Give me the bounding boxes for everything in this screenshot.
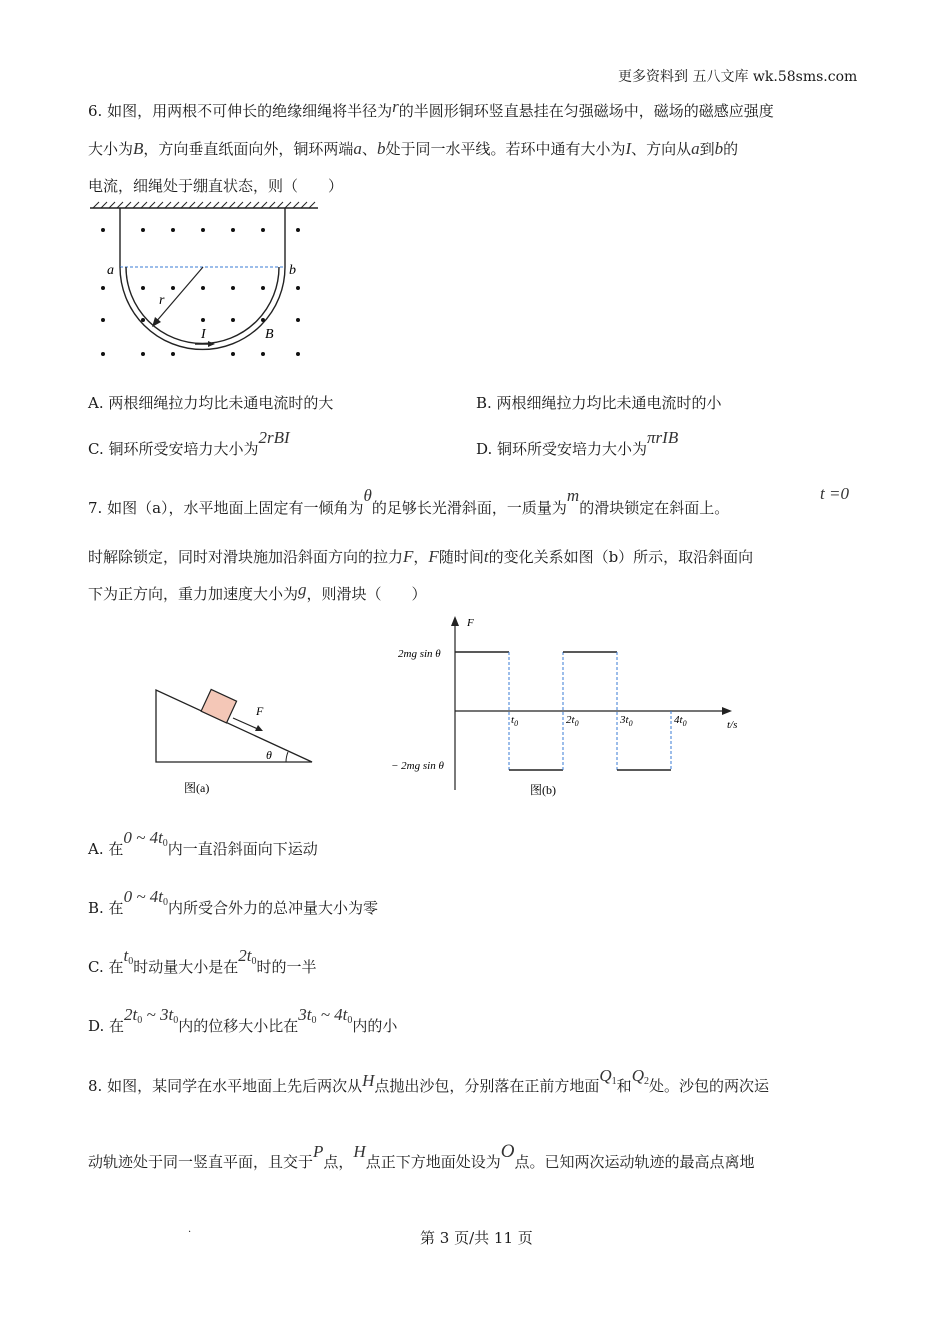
caption-b: 图(b) [530, 783, 556, 797]
symbol-B: B [133, 139, 144, 158]
q6-text: 的 [723, 140, 739, 158]
q8-text: 点， [323, 1153, 354, 1171]
formula-2t0 [238, 946, 256, 965]
x-axis-arrow [722, 707, 732, 715]
y-axis-label: F [467, 617, 474, 629]
q7-line-2 [88, 546, 753, 567]
label-I: I [201, 327, 206, 342]
figure-b-force-time-graph [380, 610, 770, 800]
q8-text: 和 [616, 1077, 632, 1095]
symbol-theta: θ [363, 486, 372, 505]
subscript: 0 [162, 897, 168, 908]
option-text: 内的位移大小比在 [178, 1017, 299, 1035]
q7-text: 的足够长光滑斜面，一质量为 [371, 499, 567, 517]
label-theta: θ [266, 748, 272, 762]
q8-text: 动轨迹处于同一竖直平面，且交于 [88, 1153, 314, 1171]
x-axis-label: t/s [727, 719, 738, 731]
symbol-Q1 [599, 1066, 616, 1085]
tick-text: t [511, 714, 515, 726]
formula-0-4t0 [124, 887, 168, 906]
q6-option-c [88, 428, 290, 459]
subscript: 0 [162, 838, 168, 849]
label-F: F [256, 704, 264, 718]
option-text: 内所受合外力的总冲量大小为零 [167, 899, 378, 917]
q6-line-2 [88, 138, 738, 159]
q8-line-2 [88, 1141, 755, 1173]
q6-line-3: 电流，细绳处于绷直状态，则（ ） [88, 177, 344, 195]
q6-text: 、 [361, 140, 377, 158]
tick-text: 2t [566, 714, 575, 726]
option-text: C. 铜环所受安培力大小为 [88, 440, 259, 458]
q8-line-1 [88, 1066, 769, 1097]
q7-text: 的变化关系如图（b）所示，取沿斜面向 [488, 548, 754, 566]
caption-a: 图(a) [184, 781, 210, 795]
q7-option-b [88, 887, 378, 919]
positive-value-label: 2mg sin θ [398, 648, 441, 660]
symbol-m: m [566, 486, 580, 505]
subscript: 0 [251, 956, 257, 967]
slider-block [201, 689, 236, 723]
footer-dot: . [188, 1224, 192, 1235]
q7-option-a [88, 828, 318, 860]
symbol-O: O [500, 1141, 515, 1162]
option-text: C. 在 [88, 958, 124, 976]
symbol-b: b [714, 139, 724, 158]
symbol-text: Q [599, 1066, 612, 1085]
tick-sub: 0 [682, 719, 687, 728]
ceiling-hatching [93, 202, 315, 208]
formula-text: ~ 4t [316, 1005, 348, 1024]
label-a: a [107, 263, 114, 278]
q7-text: 时解除锁定，同时对滑块施加沿斜面方向的拉力 [88, 548, 404, 566]
q6-text: ，方向垂直纸面向外，铜环两端 [143, 140, 354, 158]
q6-text: 大小为 [88, 140, 134, 158]
q8-text: 8. 如图，某同学在水平地面上先后两次从 [88, 1077, 363, 1095]
q8-text: 点抛出沙包，分别落在正前方地面 [374, 1077, 600, 1095]
tick-t0 [511, 714, 518, 728]
label-r: r [159, 293, 165, 308]
q7-text: 下为正方向，重力加速度大小为 [88, 585, 299, 603]
force-arrow-line [233, 718, 260, 730]
q7-text: ，则滑块（ ） [306, 585, 427, 603]
q6-option-b: B. 两根细绳拉力均比未通电流时的小 [476, 394, 722, 412]
tick-2t0 [566, 714, 579, 728]
q6-line-1 [88, 97, 774, 121]
q6-option-a: A. 两根细绳拉力均比未通电流时的大 [88, 394, 334, 412]
symbol-g: g [298, 580, 307, 599]
q7-line-3 [88, 580, 427, 604]
symbol-t: t [483, 547, 489, 566]
symbol-Q2 [632, 1066, 649, 1085]
formula-3t0-4t0 [298, 1005, 352, 1024]
q8-text: 点正下方地面处设为 [365, 1153, 501, 1171]
q8-text: 点。已知两次运动轨迹的最高点离地 [514, 1153, 755, 1171]
formula-pirIB: πrIB [647, 428, 679, 447]
q7-text: 随时间 [438, 548, 484, 566]
option-text: D. 铜环所受安培力大小为 [476, 440, 648, 458]
formula-text: ~ 3t [142, 1005, 174, 1024]
q7-text: ， [413, 548, 429, 566]
page-number: 第 3 页/共 11 页 [420, 1229, 533, 1247]
formula-text: 2t [124, 1005, 138, 1024]
source-watermark: 更多资料到 五八文库 wk.58sms.com [618, 69, 858, 85]
radius-arrow-head [152, 317, 161, 327]
angle-arc [286, 752, 288, 762]
symbol-I: I [625, 139, 632, 158]
label-b: b [289, 263, 296, 278]
q6-option-d [476, 428, 679, 459]
formula-text: 2t [238, 946, 252, 965]
formula-2rBI: 2rBI [258, 428, 290, 447]
symbol-F: F [403, 547, 414, 566]
q6-text: 6. 如图，用两根不可伸长的绝缘细绳将半径为 [88, 102, 393, 120]
subscript: 2 [643, 1076, 649, 1087]
subscript: 0 [128, 956, 134, 967]
subscript: 0 [173, 1015, 179, 1026]
subscript: 0 [137, 1015, 143, 1026]
q8-text: 处。沙包的两次运 [648, 1077, 769, 1095]
option-text: 时动量大小是在 [133, 958, 239, 976]
tick-sub: 0 [514, 719, 519, 728]
q7-text: 的滑块锁定在斜面上。 [579, 499, 730, 517]
option-text: D. 在 [88, 1017, 125, 1035]
formula-t0 [123, 946, 133, 965]
symbol-P: P [313, 1142, 324, 1161]
formula-text: 0 ~ 4t [123, 887, 163, 906]
option-text: B. 在 [88, 899, 124, 917]
q7-line-1 [88, 486, 730, 518]
t-equals-0: t =0 [820, 484, 849, 503]
figure-a-incline [150, 680, 330, 800]
symbol-b: b [376, 139, 386, 158]
q7-text: 7. 如图（a），水平地面上固定有一倾角为 [88, 499, 364, 517]
label-B: B [265, 327, 274, 342]
option-text: 内的小 [352, 1017, 398, 1035]
option-text: 内一直沿斜面向下运动 [167, 840, 318, 858]
formula-2t0-3t0 [124, 1005, 178, 1024]
tick-sub: 0 [574, 719, 579, 728]
q6-text: 、方向从 [631, 140, 692, 158]
q6-text: 到 [699, 140, 715, 158]
symbol-F: F [428, 547, 439, 566]
symbol-a: a [691, 139, 700, 158]
formula-text: 3t [298, 1005, 312, 1024]
tick-text: 3t [620, 714, 629, 726]
y-axis-arrow [451, 616, 459, 626]
q6-ring-figure [85, 198, 325, 368]
subscript: 0 [311, 1015, 317, 1026]
subscript: 1 [611, 1076, 617, 1087]
q6-text: 的半圆形铜环竖直悬挂在匀强磁场中，磁场的磁感应强度 [398, 102, 774, 120]
symbol-a: a [353, 139, 362, 158]
formula-text: 0 ~ 4t [123, 828, 163, 847]
q7-option-c [88, 946, 317, 978]
tick-4t0 [674, 714, 687, 728]
tick-3t0 [619, 714, 633, 728]
symbol-r: r [392, 97, 399, 116]
option-text: A. 在 [88, 840, 124, 858]
symbol-H: H [353, 1142, 366, 1161]
formula-text: t [123, 946, 129, 965]
tick-sub: 0 [628, 719, 633, 728]
current-arrow-head [208, 341, 215, 347]
negative-value-label: − 2mg sin θ [391, 760, 444, 772]
subscript: 0 [347, 1015, 353, 1026]
formula-0-4t0 [123, 828, 167, 847]
option-text: 时的一半 [256, 958, 317, 976]
tick-text: 4t [674, 714, 683, 726]
symbol-text: Q [631, 1066, 644, 1085]
q7-option-d [88, 1005, 398, 1037]
q6-text: 处于同一水平线。若环中通有大小为 [385, 140, 626, 158]
symbol-H: H [362, 1071, 375, 1090]
